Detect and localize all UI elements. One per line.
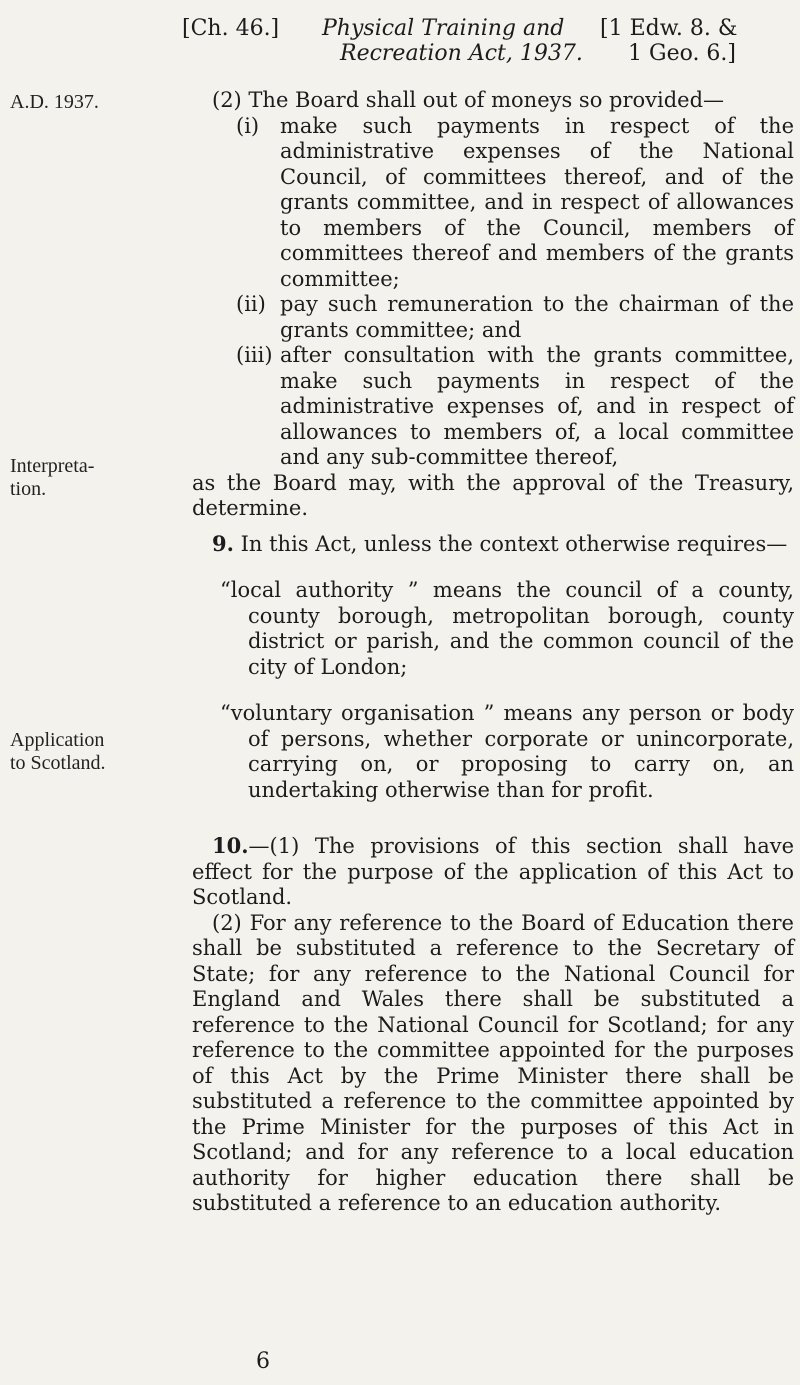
section10-sub1-text: —(1) The provisions of this section shall have effect for the purpose of the application of this Act to Scotland. bbox=[192, 834, 794, 909]
item-number: (i) bbox=[236, 113, 260, 138]
header-regnal-line2: 1 Geo. 6.] bbox=[628, 41, 737, 66]
section9-number: 9. bbox=[212, 530, 234, 556]
item-text: after consultation with the grants committee, make such payments in respect of the administrative expenses of, and in respect of allowances to members of, a local committee and any sub-committee thereof, bbox=[280, 343, 794, 469]
item-text: make such payments in respect of the administrative expenses of the National Council, of committees thereof, and of the grants committee, and in respect of allowances to members of the Council, members of committees thereof and members of the grants committee; bbox=[280, 113, 794, 291]
running-header bbox=[0, 10, 800, 70]
header-chapter: [Ch. 46.] bbox=[182, 16, 280, 41]
section9-lead-text: In this Act, unless the context otherwise requires— bbox=[240, 531, 788, 556]
section10-sub2: (2) For any reference to the Board of Education there shall be substituted a reference to the Secretary of State; for any reference to the National Council for England and Wales there shall be substituted a reference to the National Council for Scotland; for any reference to the committee appointed for the purposes of this Act by the Prime Minister there shall be substituted a reference to the committee appointed by the Prime Minister for the purposes of this Act in Scotland; and for any reference to a local education authority for higher education there shall be substituted a reference to an education authority. bbox=[192, 910, 794, 1215]
item-text: pay such remuneration to the chairman of the grants committee; and bbox=[280, 292, 794, 342]
section10-sub1 bbox=[192, 833, 794, 911]
item-number: (iii) bbox=[236, 343, 273, 367]
page-number: 6 bbox=[256, 1349, 270, 1374]
header-title-line1: Physical Training and bbox=[322, 16, 565, 41]
margin-note-year: A.D. 1937. bbox=[10, 91, 99, 113]
list-item bbox=[236, 114, 794, 293]
section8-closing: as the Board may, with the approval of the Treasury, determine. bbox=[192, 470, 794, 520]
list-item bbox=[236, 292, 794, 343]
list-item bbox=[236, 343, 794, 471]
definition-voluntary-organisation: “voluntary organisation ” means any person or body of persons, whether corporate or unincorporate, carrying on, or proposing to carry on, an undertaking otherwise than for profit. bbox=[220, 701, 794, 802]
definition-local-authority: “local authority ” means the council of a county, county borough, metropolitan borough, county district or parish, and the common council of the city of London; bbox=[220, 578, 794, 679]
header-title-line2: Recreation Act, 1937. bbox=[340, 41, 583, 66]
header-regnal-line1: [1 Edw. 8. & bbox=[600, 16, 738, 41]
section9-lead bbox=[192, 531, 794, 558]
margin-note-interpretation: Interpreta- tion. bbox=[10, 455, 95, 500]
document-body bbox=[192, 88, 794, 1217]
section8-sub2-lead: (2) The Board shall out of moneys so provided— bbox=[212, 88, 725, 112]
item-number: (ii) bbox=[236, 292, 266, 316]
section10-number: 10. bbox=[212, 833, 249, 858]
margin-note-application: Application to Scotland. bbox=[10, 729, 106, 774]
